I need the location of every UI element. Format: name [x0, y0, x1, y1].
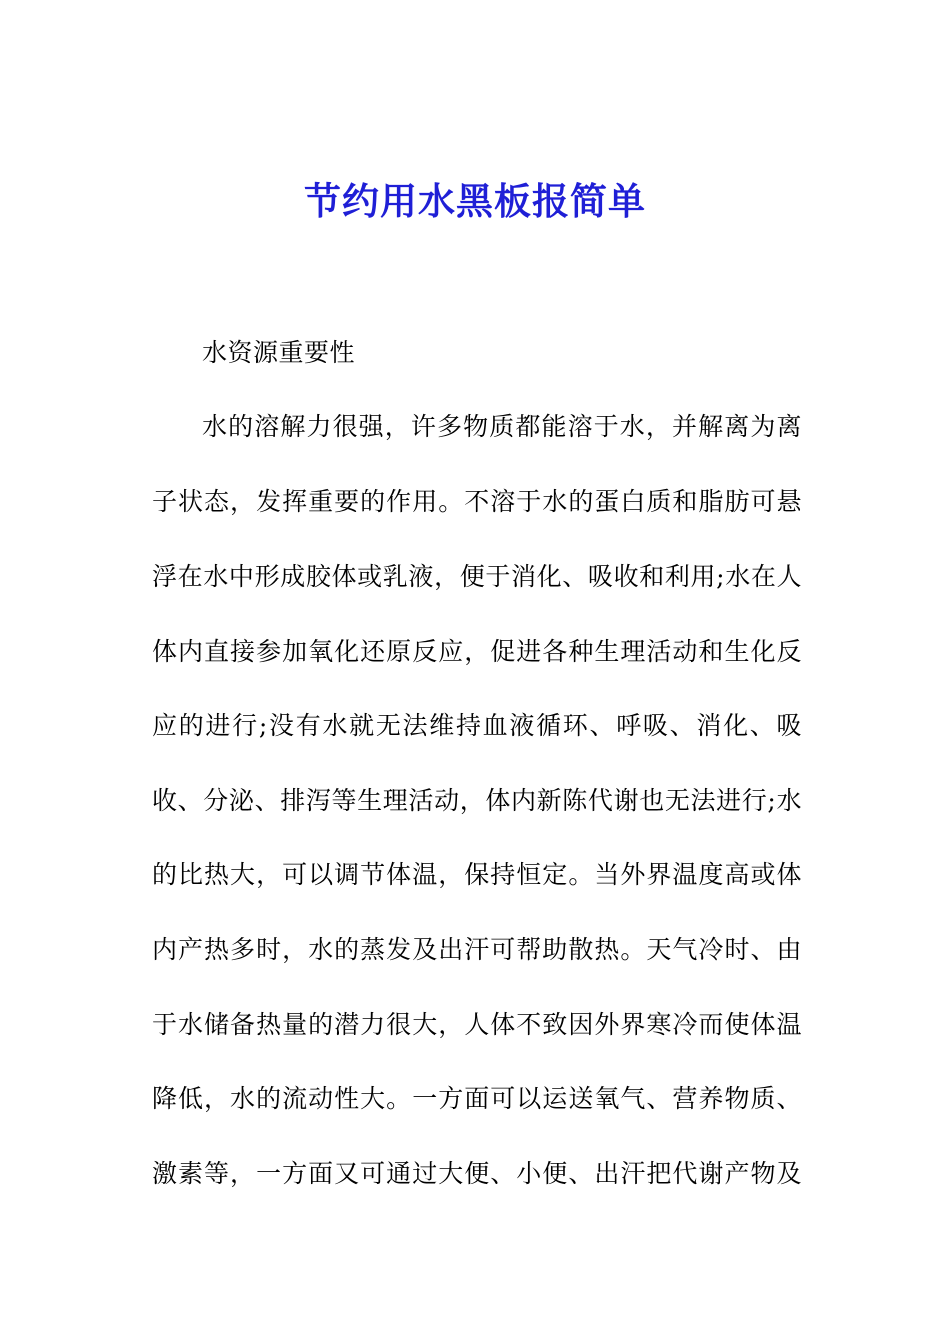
paragraph-line: 应的进行;没有水就无法维持血液循环、呼吸、消化、吸	[152, 711, 802, 740]
paragraph-line: 浮在水中形成胶体或乳液，便于消化、吸收和利用;水在人	[152, 562, 802, 591]
paragraph-line: 的比热大，可以调节体温，保持恒定。当外界温度高或体	[152, 860, 802, 889]
paragraph-line: 降低，水的流动性大。一方面可以运送氧气、营养物质、	[152, 1084, 802, 1113]
paragraph-line: 于水储备热量的潜力很大，人体不致因外界寒冷而使体温	[152, 1010, 802, 1039]
paragraph-line: 体内直接参加氧化还原反应，促进各种生理活动和生化反	[152, 637, 802, 666]
paragraph-line: 水的溶解力很强，许多物质都能溶于水，并解离为离	[202, 412, 802, 441]
page-title: 节约用水黑板报简单	[304, 180, 646, 223]
paragraph-line: 收、分泌、排泻等生理活动，体内新陈代谢也无法进行;水	[152, 786, 802, 815]
paragraph-line: 内产热多时，水的蒸发及出汗可帮助散热。天气冷时、由	[152, 935, 802, 964]
paragraph-line: 子状态，发挥重要的作用。不溶于水的蛋白质和脂肪可悬	[152, 487, 802, 516]
section-heading: 水资源重要性	[202, 338, 356, 367]
paragraph-line: 激素等，一方面又可通过大便、小便、出汗把代谢产物及	[152, 1159, 802, 1188]
